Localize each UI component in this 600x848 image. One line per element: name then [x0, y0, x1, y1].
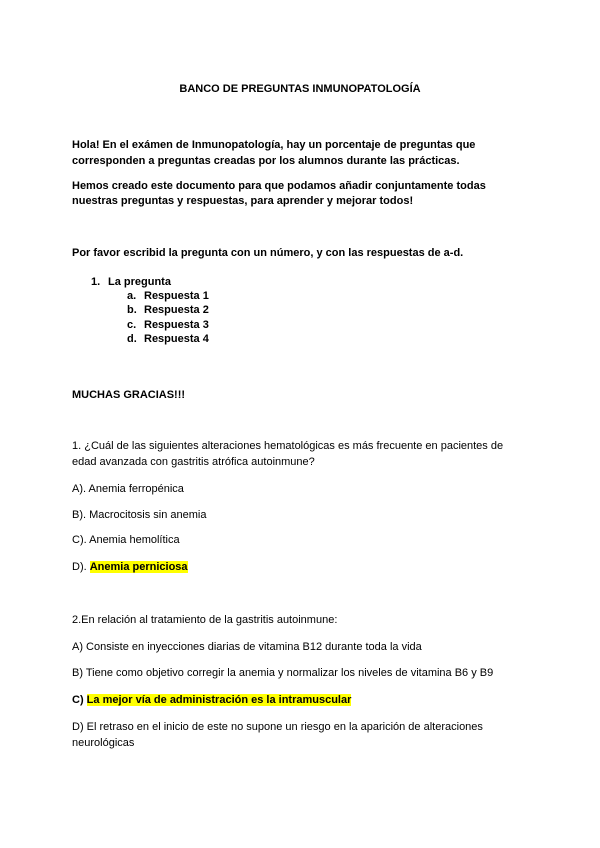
example-answer: Respuesta 4 [144, 333, 209, 345]
intro-paragraph-2-line-1: Hemos creado este documento para que podamos añadir conjuntamente todas [72, 180, 486, 192]
question-1-option-b: B). Macrocitosis sin anemia [72, 509, 207, 521]
example-answer: Respuesta 2 [144, 304, 209, 316]
intro-paragraph-1-line-2: corresponden a preguntas creadas por los alumnos durante las prácticas. [72, 155, 460, 167]
question-2-option-c [72, 694, 351, 706]
correct-answer-highlight: La mejor vía de administración es la intramuscular [86, 694, 352, 706]
example-answer-letter: a. [127, 290, 137, 302]
question-2-option-d-line-2: neurológicas [72, 737, 135, 749]
intro-paragraph-1-line-1: Hola! En el exámen de Inmunopatología, hay un porcentaje de preguntas que [72, 139, 476, 151]
question-1-option-a: A). Anemia ferropénica [72, 483, 184, 495]
question-2-option-b: B) Tiene como objetivo corregir la anemia y normalizar los niveles de vitamina B6 y B9 [72, 667, 494, 679]
question-2-option-a: A) Consiste en inyecciones diarias de vitamina B12 durante toda la vida [72, 641, 422, 653]
question-2-option-d-line-1: D) El retraso en el inicio de este no supone un riesgo en la aparición de alteraciones [72, 721, 483, 733]
page-title: BANCO DE PREGUNTAS INMUNOPATOLOGÍA [179, 83, 421, 95]
question-2-text: 2.En relación al tratamiento de la gastritis autoinmune: [72, 614, 338, 626]
example-answer-letter: d. [127, 333, 137, 345]
option-prefix: D). [72, 561, 90, 573]
correct-answer-highlight: Anemia perniciosa [89, 561, 188, 573]
example-question-number: 1. [91, 276, 101, 288]
example-answer: Respuesta 3 [144, 319, 209, 331]
question-1-option-d [72, 561, 188, 573]
intro-paragraph-2-line-2: nuestras preguntas y respuestas, para aprender y mejorar todos! [72, 195, 414, 207]
example-answer: Respuesta 1 [144, 290, 209, 302]
example-question: La pregunta [108, 276, 171, 288]
question-1-text-line-1: 1. ¿Cuál de las siguientes alteraciones hematológicas es más frecuente en pacientes de [72, 440, 504, 452]
thanks-text: MUCHAS GRACIAS!!! [72, 389, 186, 401]
question-1-text-line-2: edad avanzada con gastritis atrófica autoinmune? [72, 456, 315, 468]
example-answer-letter: b. [127, 304, 137, 316]
instructions-paragraph: Por favor escribid la pregunta con un número, y con las respuestas de a-d. [72, 247, 464, 259]
example-answer-letter: c. [127, 319, 137, 331]
option-prefix: C) [72, 694, 87, 706]
question-1-option-c: C). Anemia hemolítica [72, 534, 180, 546]
